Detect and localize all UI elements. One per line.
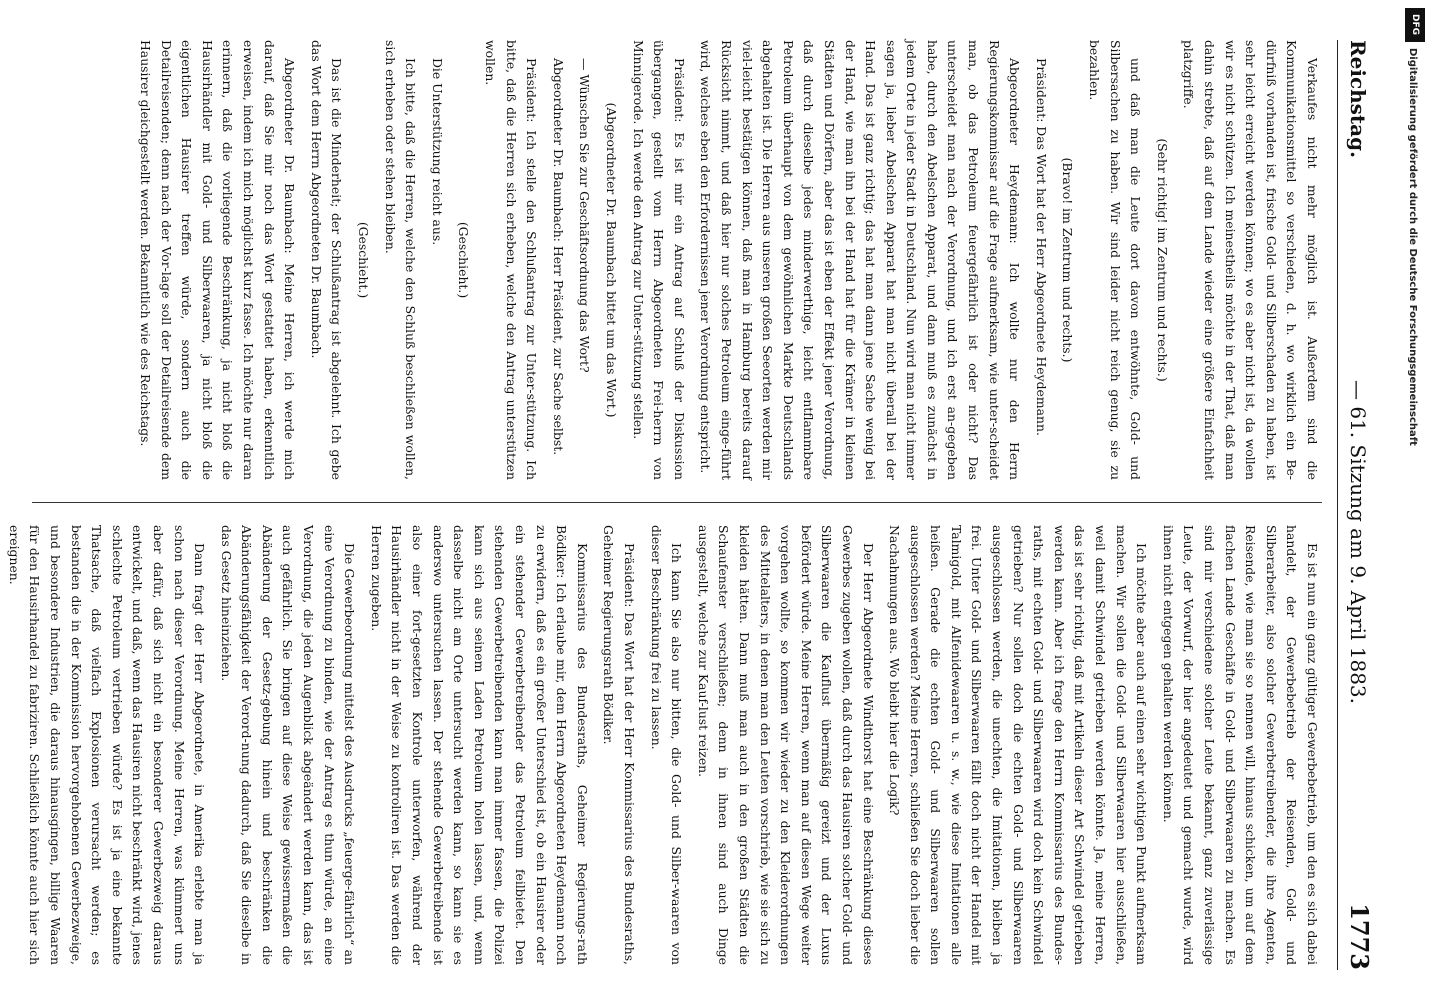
paragraph: Kommissarius des Bundesraths, Geheimer Regierungs-rath Bödiker: Ich erlaube mir, dem Herrn Abgeordneten Heydemann noch zu erwidern, daß es ein großer Unterschied ist, ob ein Hausirer oder ein stehender Gewerbetreibender das Petroleum feilbietet. Den stehenden Gewerbetreibenden kann man immer fassen, die Polizei kann sich aus seinem Laden Petroleum holen lassen, und, wenn dasselbe nicht am Orte untersucht werden kann, so kann sie es anderswo untersuchen lassen. Der stehende Gewerbetreibende ist also einer fort-gesetzten Kontrole unterworfen, während der Hausirhändler nicht in der Weise zu kontroliren ist. Das werden die Herren zugeben. [368, 525, 590, 965]
paragraph: Ich bitte, daß die Herren, welche den Schluß beschließen wollen, sich erheben oder stehen bleiben. [382, 40, 419, 480]
paragraph: Abgeordneter Dr. Baumbach: Herr Präsident, zur Sache selbst. [550, 58, 566, 456]
paragraph: und daß man die Leute dort davon entwöhnte, Gold- und Silbersachen zu haben. Wir sind leider nicht reich genug, sie zu bezahlen. [1087, 40, 1144, 480]
paragraph: Ich möchte aber auch auf einen sehr wichtigen Punkt aufmerksam machen. Wir sollen die Gold- und Silberwaaren hier ausschließen, weil damit Schwindel getrieben werden könnte. Ja, meine Herren, das ist sehr richtig, daß mit Artikeln dieser Art Schwindel getrieben werden kann. Aber ich frage den Herrn Kommissarius des Bundes-raths, mit echten Gold- und Silberwaaren wird doch kein Schwindel getrieben? Nur sollen doch die echten Gold- und Silberwaaren ausgeschlossen werden, die unechten, die Imitationen, bleiben ja frei. Unter Gold- und Silberwaaren fällt doch nicht der Handel mit Talmigold, mit Alfenidewaaren u. s. w., wie diese Imitationen alle heißen. Gerade die echten Gold- und Silberwaaren sollen ausgeschlossen werden? Meine Herren, schließen Sie doch lieber die Nachahmungen aus. Wo bleibt hier die Logik? [887, 525, 1150, 965]
dfg-logo-badge: DFG [1405, 8, 1425, 42]
page-header [1337, 40, 1380, 970]
interjection: (Geschieht.) [456, 221, 472, 299]
paragraph: Ich kann Sie also nur bitten, die Gold- und Silber-waaren von dieser Beschränkung frei zu lassen. [648, 525, 685, 965]
header-left: Reichstag. [1346, 40, 1370, 159]
column-left [32, 40, 1322, 480]
paragraph: Das ist die Minderheit; der Schlußantrag ist abgelehnt. Ich gebe das Wort dem Herrn Abgeordneten Dr. Baumbach. [308, 40, 345, 480]
interjection: (Sehr richtig! im Zentrum und rechts.) [1154, 138, 1170, 382]
paragraph: Abgeordneter Heydemann: Ich wollte nur den Herrn Regierungskommissar auf die Frage aufmerksam, wie unter-scheidet man, ob das Petroleum feuergefährlich ist oder nicht? Das unterscheidet man nach der Verordnung, und ich erst an-gegeben habe, durch den Abelschen Apparat, und dann muß es zunächst in jedem Orte in jeder Stadt in Deutschland. Nun wird man nicht immer sagen ja, lieber Abelschen Apparat hat man nicht überall bei der Hand. Das ist ganz richtig; das hat man dann jene Sache wenig bei der Hand, wie man ihn bei der Hand hat für die Krämer in kleinen Städten und Dörfern, aber das ist eben der Effekt jener Verordnung, daß durch dieselbe jedes minderwerthige, leicht entflammbare Petroleum überhaupt von dem gewöhnlichen Markte Deutschlands abgehalten ist. Die Herren aus unseren großen Seeorten werden mir viel-leicht bestätigen können, daß man in Hamburg bereits darauf Rücksicht nimmt, und daß hier nur solches Petroleum einge-führt wird, welches eben den Erfordernissen jener Verordnung entspricht. [698, 40, 1023, 480]
column-divider [32, 502, 1322, 503]
paragraph: Präsident: Ich stelle den Schlußantrag zur Unter-stützung. Ich bitte, daß die Herren sich erheben, welche den Antrag unterstützen wollen. [483, 40, 540, 480]
digitization-sidebar [1405, 8, 1427, 992]
paragraph: Verkaufes nicht mehr möglich ist. Außerdem sind die Kommunikationsmittel so verschieden, d. h. wo wirklich ein Be-dürfniß vorhanden ist, frische Gold- und Silberschaden zu haben, ist sehr leicht erreicht werden können; wo es aber nicht ist, da wollen wir es nicht schützen. Ich meinestheils möchte in der That, daß man dahin strebte, daß auf dem Lande wieder eine größere Einfachheit platzgriffe. [1181, 40, 1320, 480]
paragraph: — Wünschen Sie zur Geschäftsordnung das Wort? [577, 58, 593, 373]
paragraph: Dann fragt der Herr Abgeordnete, in Amerika erlebte man ja schon nach dieser Verordnung. Meine Herren, was kümmert uns aber dafür, daß sich nicht ein besonderer Gewerbezweig daraus entwickelt, und daß, wenn das Hausiren nicht beschränkt wird, jenes schlechte Petroleum vertrieben würde? Es ist ja eine bekannte Thatsache, daß vielfach Explosionen verursacht werden; es bestanden die in der Kommission hervorgehobenen Gewerbezweige, und besondere Industrien, die daraus hinausgingen, billige Waaren für den Hausirhandel zu fabriziren. Schließlich könnte auch hier sich ereignen. [6, 525, 208, 965]
digitization-credit: Digitalisierung gefördert durch die Deutsche Forschungsgemeinschaft [1407, 48, 1418, 446]
column-right [6, 525, 1322, 965]
interjection: (Bravo! im Zentrum und rechts.) [1060, 157, 1076, 363]
paragraph: Abgeordneter Dr. Baumbach: Meine Herren, ich werde mich darauf, daß Sie mir noch das Wort gestattet haben, erkenntlich erweisen, indem ich mich möglichst kurz fasse. Ich möchte nur daran erinnern, daß die vorliegende Beschränkung, ja nicht bloß die Hausirhändler mit Gold- und Silberwaaren, ja nicht bloß die eigentlichen Hausirer treffen würde, sondern auch die Detailreisenden; denn nach der Vor-lage soll der Detailreisende dem Hausirer gleichgestellt werden. Bekanntlich wie des Reichstags. [138, 40, 298, 480]
paragraph: Die Unterstützung reicht aus. [429, 58, 445, 246]
header-center: — 61. Sitzung am 9. April 1883. [1346, 380, 1370, 705]
paragraph: Präsident: Es ist mir ein Antrag auf Schluß der Diskussion übergangen, gestellt vom Herrn Abgeordneten Frei-herrn von Minnigerode. Ich werde den Antrag zur Unter-stützung stellen. [630, 40, 687, 480]
paragraph: Präsident: Das Wort hat der Herr Kommissarius des Bundesraths, Geheimer Regierungsrath Bödiker. [601, 525, 637, 965]
paragraph: Die Gewerbeordnung mittelst des Ausdrucks „feuerge-fährlich“ an eine Verordnung zu binden, wie der Antrag es thun würde, an eine Verordnung, die jeden Augenblick abgeändert werden kann, das ist auch gefährlich. Sie bringen auf diese Weise gewissermaßen die Abänderung der Gesetz-gebung hinein und beschränken die Abänderungsfähigkeit der Verord-nung dadurch, daß Sie dieselbe in das Gesetz hineinziehen. [218, 525, 358, 965]
page-number: 1773 [1345, 903, 1374, 970]
paragraph: Präsident: Das Wort hat der Herr Abgeordnete Heydemann. [1033, 58, 1049, 436]
interjection: (Geschieht.) [356, 221, 372, 299]
paragraph: Der Herr Abgeordnete Windthorst hat eine Beschränkung dieses Gewerbes zugeben wollen, daß durch das Hausiren solcher Gold- und Silberwaaren die Kauflust übermäßig gereizt und der Luxus befördert würde. Meine Herren, wenn man auf diesen Wege weiter vorgehen wollte, so kommen wir wieder zu den Kleiderordnungen des Mittelalters, in denen man den Leuten vorschrieb, wie sie sich zu kleiden hätten. Dann muß man auch in den großen Städten die Schaufenster verschließen; denn in ihnen sind auch Dinge ausgestellt, welche zur Kauf-lust reizen. [695, 525, 876, 965]
paragraph: Es ist nun ein ganz gültiger Gewerbebetrieb, um den es sich dabei handelt, der Gewerbebetrieb der Reisenden, Gold- und Silberarbeiter, also solcher Gewerbetreibender, die ihre Agenten, Reisende, wie man sie so nennen will, hinaus schicken, um auf dem flachen Lande Geschäfte in Gold- und Silberwaaren zu machen. Es sind mir verschiedene solcher Leute bekannt, ganz zuverlässige Leute, der Vorwurf, der hier angedeutet und gemacht wurde, wird ihnen nicht entgegen gehalten werden können. [1160, 525, 1320, 965]
interjection: (Abgeordneter Dr. Baumbach bittet um das Wort.) [604, 102, 619, 418]
